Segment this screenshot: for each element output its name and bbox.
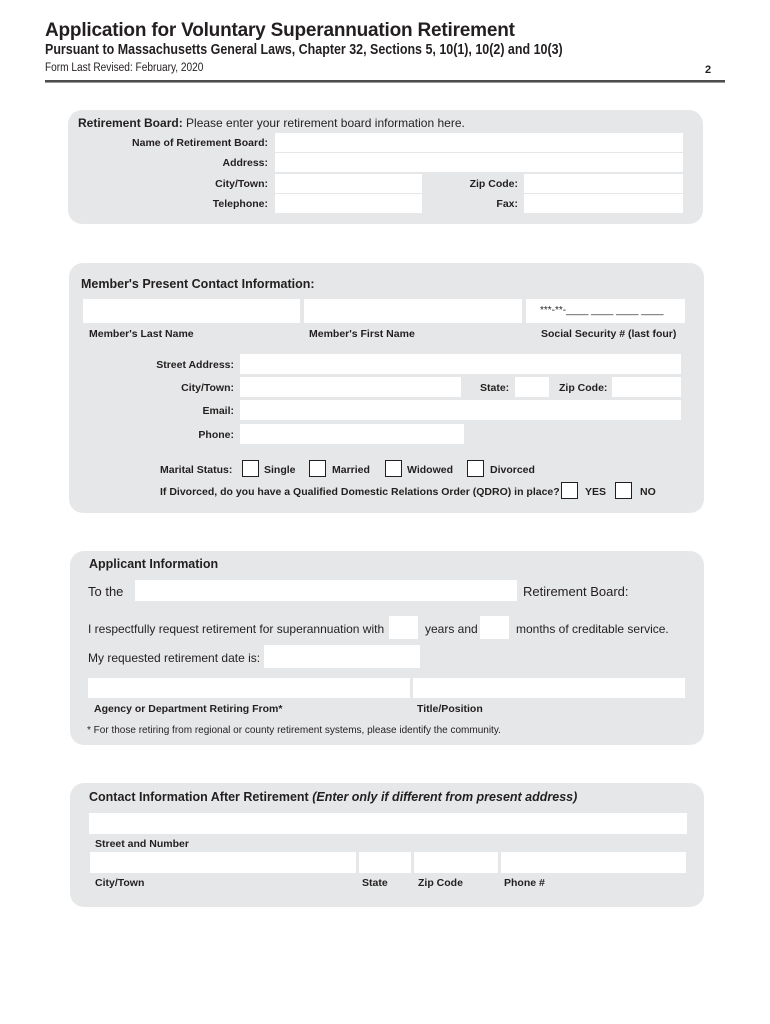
member-ssn-label: Social Security # (last four) xyxy=(541,328,677,340)
applicant-months-field[interactable] xyxy=(480,616,509,639)
after-phone-field[interactable] xyxy=(501,852,686,873)
retirement-board-fax-field[interactable] xyxy=(524,194,683,213)
member-street-field[interactable] xyxy=(240,354,681,374)
after-city-field[interactable] xyxy=(90,852,356,873)
after-zip-label: Zip Code xyxy=(418,877,463,889)
retirement-board-fax-label: Fax: xyxy=(496,198,518,210)
applicant-retirement-date-field[interactable] xyxy=(264,645,420,668)
marital-married-label: Married xyxy=(332,464,370,476)
member-city-label: City/Town: xyxy=(181,382,234,394)
after-retirement-heading-bold: Contact Information After Retirement xyxy=(89,790,309,804)
member-state-label: State: xyxy=(480,382,510,394)
retirement-board-name-label: Name of Retirement Board: xyxy=(132,137,268,149)
member-ssn-prefix: ***-**-____ ____ ____ ____ xyxy=(540,305,664,316)
member-city-field[interactable] xyxy=(240,377,461,397)
after-retirement-heading xyxy=(89,790,577,804)
after-state-label: State xyxy=(362,877,388,889)
retirement-board-heading-bold: Retirement Board: xyxy=(78,116,183,130)
retirement-board-name-field[interactable] xyxy=(275,133,683,152)
marital-single-label: Single xyxy=(264,464,296,476)
after-street-field[interactable] xyxy=(89,813,687,834)
after-retirement-heading-italic: (Enter only if different from present address) xyxy=(312,790,578,804)
page-number: 2 xyxy=(705,64,712,76)
applicant-title-label: Title/Position xyxy=(417,703,483,715)
after-zip-field[interactable] xyxy=(414,852,498,873)
retirement-board-zip-label: Zip Code: xyxy=(469,178,518,190)
applicant-to-the-label: To the xyxy=(88,584,124,599)
form-title: Application for Voluntary Superannuation Retirement xyxy=(45,20,515,41)
marital-married-checkbox[interactable] xyxy=(309,460,326,477)
retirement-board-city-field[interactable] xyxy=(275,174,422,193)
applicant-agency-label: Agency or Department Retiring From* xyxy=(94,703,283,715)
qdro-yes-checkbox[interactable] xyxy=(561,482,578,499)
applicant-agency-field[interactable] xyxy=(88,678,410,698)
form-subtitle: Pursuant to Massachusetts General Laws, Chapter 32, Sections 5, 10(1), 10(2) and 10(3) xyxy=(45,42,563,58)
qdro-no-checkbox[interactable] xyxy=(615,482,632,499)
marital-status-label: Marital Status: xyxy=(160,464,233,476)
member-first-name-field[interactable] xyxy=(304,299,522,323)
qdro-question: If Divorced, do you have a Qualified Domestic Relations Order (QDRO) in place? xyxy=(160,486,560,498)
applicant-title-field[interactable] xyxy=(413,678,685,698)
marital-widowed-label: Widowed xyxy=(407,464,453,476)
member-phone-label: Phone: xyxy=(198,429,234,441)
member-first-name-label: Member's First Name xyxy=(309,328,415,340)
qdro-no-label: NO xyxy=(640,486,656,498)
marital-single-checkbox[interactable] xyxy=(242,460,259,477)
applicant-date-text: My requested retirement date is: xyxy=(88,651,261,665)
member-email-field[interactable] xyxy=(240,400,681,420)
retirement-board-city-label: City/Town: xyxy=(215,178,268,190)
retirement-board-heading-text: Please enter your retirement board information here. xyxy=(186,116,465,130)
marital-divorced-label: Divorced xyxy=(490,464,535,476)
applicant-months-text: months of creditable service. xyxy=(516,622,669,636)
applicant-heading: Applicant Information xyxy=(89,557,219,571)
applicant-board-name-field[interactable] xyxy=(135,580,517,601)
applicant-years-field[interactable] xyxy=(389,616,418,639)
applicant-retirement-board-label: Retirement Board: xyxy=(523,584,629,599)
member-last-name-field[interactable] xyxy=(83,299,300,323)
retirement-board-address-field[interactable] xyxy=(275,153,683,172)
qdro-yes-label: YES xyxy=(585,486,607,498)
member-zip-label: Zip Code: xyxy=(559,382,608,394)
member-contact-heading: Member's Present Contact Information: xyxy=(81,277,315,291)
form-revised-date: Form Last Revised: February, 2020 xyxy=(45,62,204,74)
marital-divorced-checkbox[interactable] xyxy=(467,460,484,477)
retirement-board-zip-field[interactable] xyxy=(524,174,683,193)
retirement-board-telephone-field[interactable] xyxy=(275,194,422,213)
retirement-board-telephone-label: Telephone: xyxy=(212,198,268,210)
member-zip-field[interactable] xyxy=(612,377,681,397)
header-divider xyxy=(45,80,725,83)
marital-widowed-checkbox[interactable] xyxy=(385,460,402,477)
retirement-board-address-label: Address: xyxy=(222,157,268,169)
applicant-footnote: * For those retiring from regional or county retirement systems, please identify the community. xyxy=(87,725,501,736)
retirement-board-heading xyxy=(78,116,465,130)
after-city-label: City/Town xyxy=(95,877,145,889)
applicant-request-text: I respectfully request retirement for superannuation with xyxy=(88,622,385,636)
applicant-years-and-text: years and xyxy=(425,622,478,636)
member-email-label: Email: xyxy=(202,405,234,417)
after-state-field[interactable] xyxy=(359,852,411,873)
member-state-field[interactable] xyxy=(515,377,549,397)
member-phone-field[interactable] xyxy=(240,424,464,444)
member-last-name-label: Member's Last Name xyxy=(89,328,194,340)
member-street-label: Street Address: xyxy=(156,359,234,371)
after-street-label: Street and Number xyxy=(95,838,189,850)
after-phone-label: Phone # xyxy=(504,877,545,889)
